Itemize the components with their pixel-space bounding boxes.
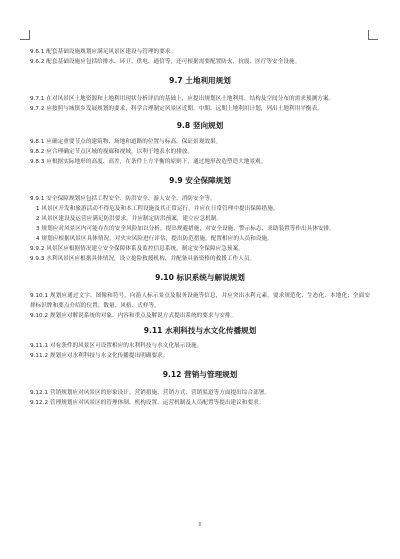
paragraph-9-11-2: 9.11.2 规划应对水利科技与水文化传播提出明确要求。 [30, 353, 169, 359]
heading-9-12: 9.12 营销与管理规划 [162, 370, 238, 379]
page-content [30, 47, 370, 408]
paragraph-9-6-2: 9.6.2 配套基础设施应包括给排水、环卫、供电、通信等，还可根据需要配置防火、抗震、医疗等安全设施。 [30, 59, 301, 65]
paragraph-9-11-1: 9.11.1 对有条件的风景区可设置相应的水利科技与水文化展示设施。 [30, 343, 203, 349]
heading-9-10: 9.10 标识系统与解说规划 [155, 273, 245, 282]
paragraph-9-9-3: 9.9.3 水利风景区应根据具体情况，设立抢险救援机构，并配备具备资格的救援工作人员。 [30, 256, 256, 262]
paragraph-9-9-1: 9.9.1 安全保障规划应包括工程安全、防洪安全、游人安全、消防安全等。 [30, 196, 216, 202]
list-item-9-9-1-3: 3 规划应对风景区内可能存在的安全风险加以分析，提出规避措施，对安全设施、警示标志、求助装置等作出具体安排。 [36, 226, 335, 232]
paragraph-9-8-2: 9.8.2 应合理确定节点区域的视廊和视域，以利于地表水的排放。 [30, 149, 194, 155]
paragraph-9-6-1: 9.6.1 配套基础设施规划应满足风景区建设与管理的要求。 [30, 49, 177, 55]
paragraph-9-8-3: 9.8.3 应根据实际地形的高度、高差，在条件上方平衡的原则下，通过地形改造塑造大地景观。 [30, 159, 267, 165]
crop-mark-top-left [20, 30, 30, 40]
paragraph-9-12-2: 9.12.2 管理规划应对风景区的管理体制、机构设置、运营机制及人员配置等提出建议和要求。 [30, 400, 265, 406]
paragraph-9-7-2: 9.7.2 应按照与城镇乡发展规划的要求，科学合理制定风景区近期、中期、远期土地利用计划，列出土地利用平衡表。 [30, 106, 323, 112]
heading-9-11: 9.11 水利科技与水文化传播规划 [143, 326, 257, 335]
crop-mark-top-right [368, 30, 378, 40]
paragraph-9-9-2: 9.9.2 风景区应根据情况建立安全保障体系及监控信息系统，制定安全保障应急预案。 [30, 246, 244, 252]
list-item-9-9-1-4: 4 规划应根据风景区具体情况，对火灾风险进行评估，提出防范措施，配置相应的人员和设施。 [36, 236, 273, 242]
heading-9-7: 9.7 土地利用规划 [169, 76, 231, 85]
paragraph-9-7-1: 9.7.1 在对风景区土地资源和土地利用现状分析评估的基础上，应提出规划区土地利用、结构及空间分布的需求预测方案。 [30, 96, 335, 102]
paragraph-9-10-1: 9.10.1 规划应通过文字、图像和符号，向游人标示景点及服务设施等信息，并应突出水利元素，要求规范化、生态化、本地化；全面安排标识牌和要点介绍的位置、数量、风格、式样等。 [30, 293, 370, 309]
paragraph-9-8-1: 9.8.1 应确定重要节点的建筑物、场地和道路的位置与标高，保证景观效果。 [30, 139, 222, 145]
list-item-9-9-1-2: 2 风景区建设及运营应满足防洪要求，并应制定防洪预案，建立应急机制。 [36, 216, 223, 222]
paragraph-9-12-1: 9.12.1 营销规划应对风景区的形象设计、营销措施、营销方式、营销渠道等方面提出综合部署。 [30, 390, 271, 396]
page-number: 8 [198, 522, 202, 528]
heading-9-8: 9.8 竖向规划 [176, 121, 224, 130]
list-item-9-9-1-1: 1 风景区开发和旅游活动不得危及和本工程设施及其正常运行，并应在日常管理中提出保障措施。 [36, 206, 279, 212]
heading-9-9: 9.9 安全保障规划 [169, 176, 231, 185]
paragraph-9-10-2: 9.10.2 规划应对解说系统的对象、内容和重点及解说方式提出系统的要求与安排。 [30, 313, 237, 319]
